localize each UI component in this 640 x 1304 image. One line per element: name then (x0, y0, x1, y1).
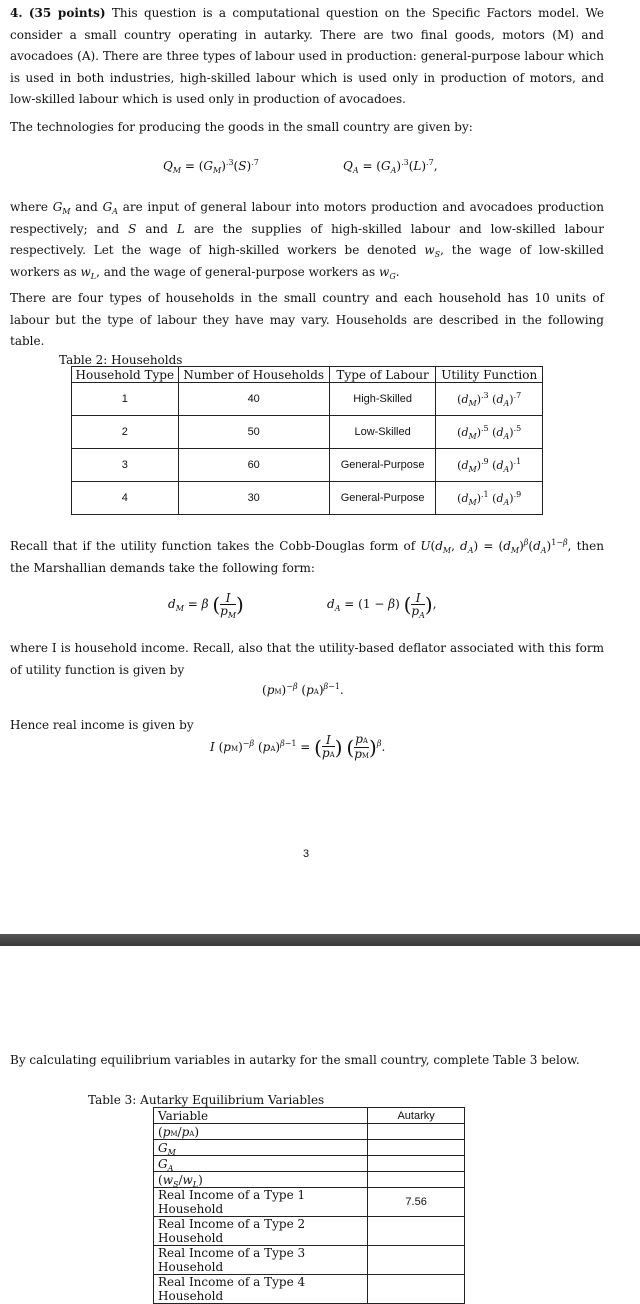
table-row (154, 1188, 465, 1217)
header-utility-function: Utility Function (436, 367, 543, 383)
cell-variable: Real Income of a Type 1 Household (154, 1188, 368, 1217)
cell-labour: Low-Skilled (329, 416, 436, 449)
header-household-type: Household Type (72, 367, 179, 383)
table-header-row (154, 1108, 465, 1124)
question-intro (10, 3, 604, 111)
table-row (154, 1124, 465, 1140)
table-row (72, 449, 543, 482)
cell-utility: $(d_M)^{.3}$ $(d_A)^{.7}$ (436, 383, 543, 416)
table3-caption: Table 3: Autarky Equilibrium Variables (88, 1093, 325, 1107)
header-autarky: Autarky (368, 1108, 465, 1124)
autarky-table (153, 1107, 465, 1304)
where-text-e: are the supplies of high-skilled labour and low-skilled labour respectively. Let the wage of high-skilled workers be denoted (10, 221, 604, 258)
header-type-labour: Type of Labour (329, 367, 436, 383)
hence-text: Hence real income is given by (10, 718, 194, 732)
cell-labour: General-Purpose (329, 449, 436, 482)
equation-qa: $Q_A = (G_A)^{.3}(L)^{.7}$, (343, 158, 438, 175)
cell-labour: High-Skilled (329, 383, 436, 416)
where-text-a: where (10, 200, 48, 214)
recall-cobb-douglas: Recall that if the utility function takes the Cobb-Douglas form of $U(d_M$, $d_A) = (d_M)^\beta(d_A)^{1-\beta}$, then the Marshallian demands take the following form: (10, 538, 604, 575)
where-text-f: , the wage of low-skilled workers as (10, 243, 604, 279)
cell-value[interactable] (368, 1140, 465, 1156)
cell-value[interactable] (368, 1172, 465, 1188)
cell-variable-price-ratio: (pM/pA) (154, 1124, 368, 1140)
table-header-row (72, 367, 543, 383)
table-row (154, 1217, 465, 1246)
page-number: 3 (303, 848, 310, 860)
page-4 (0, 946, 640, 1303)
technology-intro: The technologies for producing the goods in the small country are given by: (10, 120, 473, 134)
where-income-text: where I is household income. Recall, also that the utility-based deflator associated with this form of utility function is given by (10, 641, 604, 677)
equation-da: $d_A = (1 - \beta)$ ( $\frac{I}{p_A}$ ), (327, 591, 437, 620)
cell-variable: Real Income of a Type 2 Household (154, 1217, 368, 1246)
equation-real-income: I (pM)$^{-\beta}$ (pA)$^{\beta-1}$ = ( $\frac{I}{pA}$ ) ( $\frac{pA}{pM}$ )$^\beta$. (210, 732, 386, 761)
table-row (154, 1140, 465, 1156)
cell-utility: $(d_M)^{.9}$ $(d_A)^{.1}$ (436, 449, 543, 482)
variables-definition: where $G_M$ and $G_A$ are input of general labour into motors production and avocadoes production respectively; and S and L are the supplies of high-skilled labour and low-skilled labour respectively. Let the wage of high-skilled workers be denoted $w_S$, the wage of low-skilled workers as $w_L$, and the wage of general-purpose workers as $w_G$. (10, 200, 604, 281)
households-intro: There are four types of households in the small country and each household has 10 units of labour but the type of labour they have may vary. Households are described in the following table. (10, 291, 604, 349)
cell-number: 30 (178, 482, 329, 515)
cell-type: 4 (72, 482, 179, 515)
question-points: (35 points) (28, 6, 106, 20)
cell-variable-wage-ratio: $(w_S/w_L)$ (154, 1172, 368, 1188)
table-row (154, 1156, 465, 1172)
where-text-b: and (75, 200, 98, 214)
table3-intro: By calculating equilibrium variables in autarky for the small country, complete Table 3 below. (10, 1053, 580, 1067)
recall-text-a: Recall that if the utility function takes the Cobb-Douglas form of (10, 539, 416, 553)
equation-qm: $Q_M = (G_M)^{.3}(S)^{.7}$ (163, 158, 259, 175)
cell-type: 2 (72, 416, 179, 449)
table-row (154, 1275, 465, 1304)
cell-value[interactable] (368, 1246, 465, 1275)
where-text-g: , and the wage of general-purpose workers as (96, 264, 376, 279)
page-separator (0, 934, 640, 946)
recall-text-b: , then the Marshallian demands take the following form: (10, 539, 604, 575)
cell-variable-ga: $G_A$ (154, 1156, 368, 1172)
cell-value[interactable] (368, 1156, 465, 1172)
table-row (154, 1172, 465, 1188)
cell-type: 1 (72, 383, 179, 416)
table-row (154, 1246, 465, 1275)
table-row (72, 383, 543, 416)
cell-variable-gm: $G_M$ (154, 1140, 368, 1156)
table2-caption: Table 2: Households (59, 353, 183, 367)
cell-number: 40 (178, 383, 329, 416)
cell-value[interactable] (368, 1275, 465, 1304)
table-row (72, 416, 543, 449)
header-variable: Variable (154, 1108, 368, 1124)
cell-variable: Real Income of a Type 3 Household (154, 1246, 368, 1275)
equation-dm: $d_M = \beta$ ( $\frac{I}{p_M}$ ) (168, 591, 244, 620)
cell-type: 3 (72, 449, 179, 482)
cell-utility: $(d_M)^{.1}$ $(d_A)^{.9}$ (436, 482, 543, 515)
cell-variable: Real Income of a Type 4 Household (154, 1275, 368, 1304)
where-text-c: are input of general labour into motors production and avocadoes production respectively; and (10, 200, 604, 236)
cell-number: 60 (178, 449, 329, 482)
cell-value[interactable]: 7.56 (368, 1188, 465, 1217)
households-table (71, 366, 543, 515)
question-number: 4. (10, 6, 23, 20)
cell-value[interactable] (368, 1217, 465, 1246)
cell-labour: General-Purpose (329, 482, 436, 515)
cell-value[interactable] (368, 1124, 465, 1140)
cell-utility: $(d_M)^{.5}$ $(d_A)^{.5}$ (436, 416, 543, 449)
question-intro-text: This question is a computational question on the Specific Factors model. We consider a small country operating in autarky. There are two final goods, motors (M) and avocadoes (A). There are three types of labour used in production: general-purpose labour which is used in both industries, high-skilled labour which is used only in production of motors, and low-skilled labour which is used only in production of avocadoes. (10, 6, 604, 107)
equation-deflator: (pM)$^{-\beta}$ (pA)$^{\beta-1}$. (262, 682, 344, 697)
cell-number: 50 (178, 416, 329, 449)
header-number-households: Number of Households (178, 367, 329, 383)
table-row (72, 482, 543, 515)
where-text-d: and (145, 221, 168, 236)
